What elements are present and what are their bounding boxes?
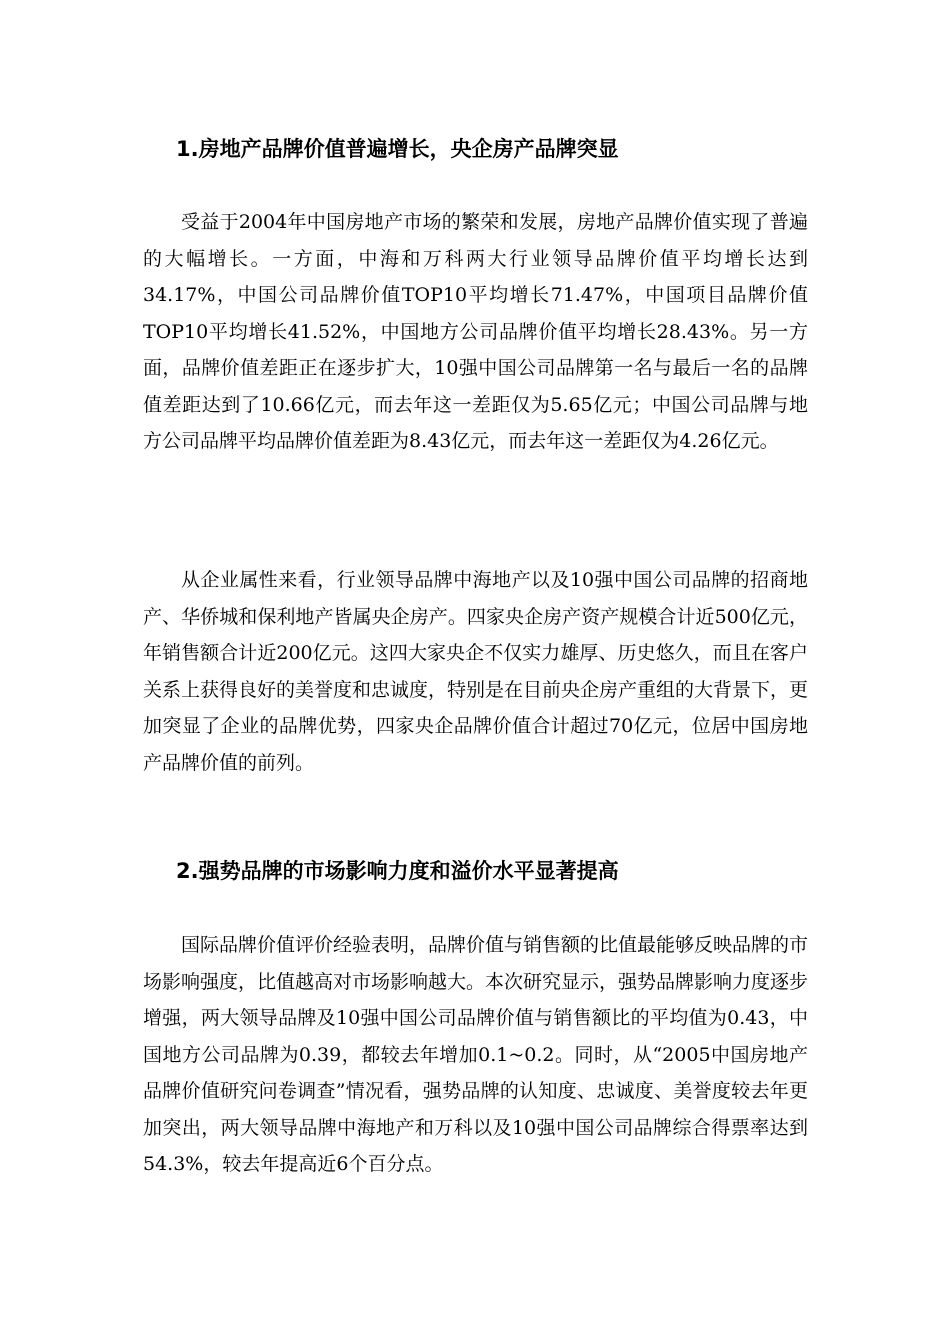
body-paragraph: 国际品牌价值评价经验表明，品牌价值与销售额的比值最能够反映品牌的市场影响强度，比值越高对市场影响越大。本次研究显示，强势品牌影响力度逐步增强，两大领导品牌及10强中国公司品牌价值与销售额比的平均值为0.43，中国地方公司品牌为0.39，都较去年增加0.1~0.2。同时，从“2005中国房地产品牌价值研究问卷调查”情况看，强势品牌的认知度、忠诚度、美誉度较去年更加突出，两大领导品牌中海地产和万科以及10强中国公司品牌综合得票率达到54.3%，较去年提高近6个百分点。 [143,934,809,1175]
section-heading: 2.强势品牌的市场影响力度和溢价水平显著提高 [176,859,619,883]
body-paragraph: 受益于2004年中国房地产市场的繁荣和发展，房地产品牌价值实现了普遍的大幅增长。一方面，中海和万科两大行业领导品牌价值平均增长达到34.17%，中国公司品牌价值TOP10平均增长71.47%，中国项目品牌价值TOP10平均增长41.52%，中国地方公司品牌价值平均增长28.43%。另一方面，品牌价值差距正在逐步扩大，10强中国公司品牌第一名与最后一名的品牌值差距达到了10.66亿元，而去年这一差距仅为5.65亿元；中国公司品牌与地方公司品牌平均品牌价值差距为8.43亿元，而去年这一差距仅为4.26亿元。 [143,211,808,452]
body-paragraph: 从企业属性来看，行业领导品牌中海地产以及10强中国公司品牌的招商地产、华侨城和保利地产皆属央企房产。四家央企房产资产规模合计近500亿元，年销售额合计近200亿元。这四大家央企不仅实力雄厚、历史悠久，而且在客户关系上获得良好的美誉度和忠诚度，特别是在目前央企房产重组的大背景下，更加突显了企业的品牌优势，四家央企品牌价值合计超过70亿元，位居中国房地产品牌价值的前列。 [143,569,809,774]
section-heading: 1.房地产品牌价值普遍增长，央企房产品牌突显 [176,137,619,161]
